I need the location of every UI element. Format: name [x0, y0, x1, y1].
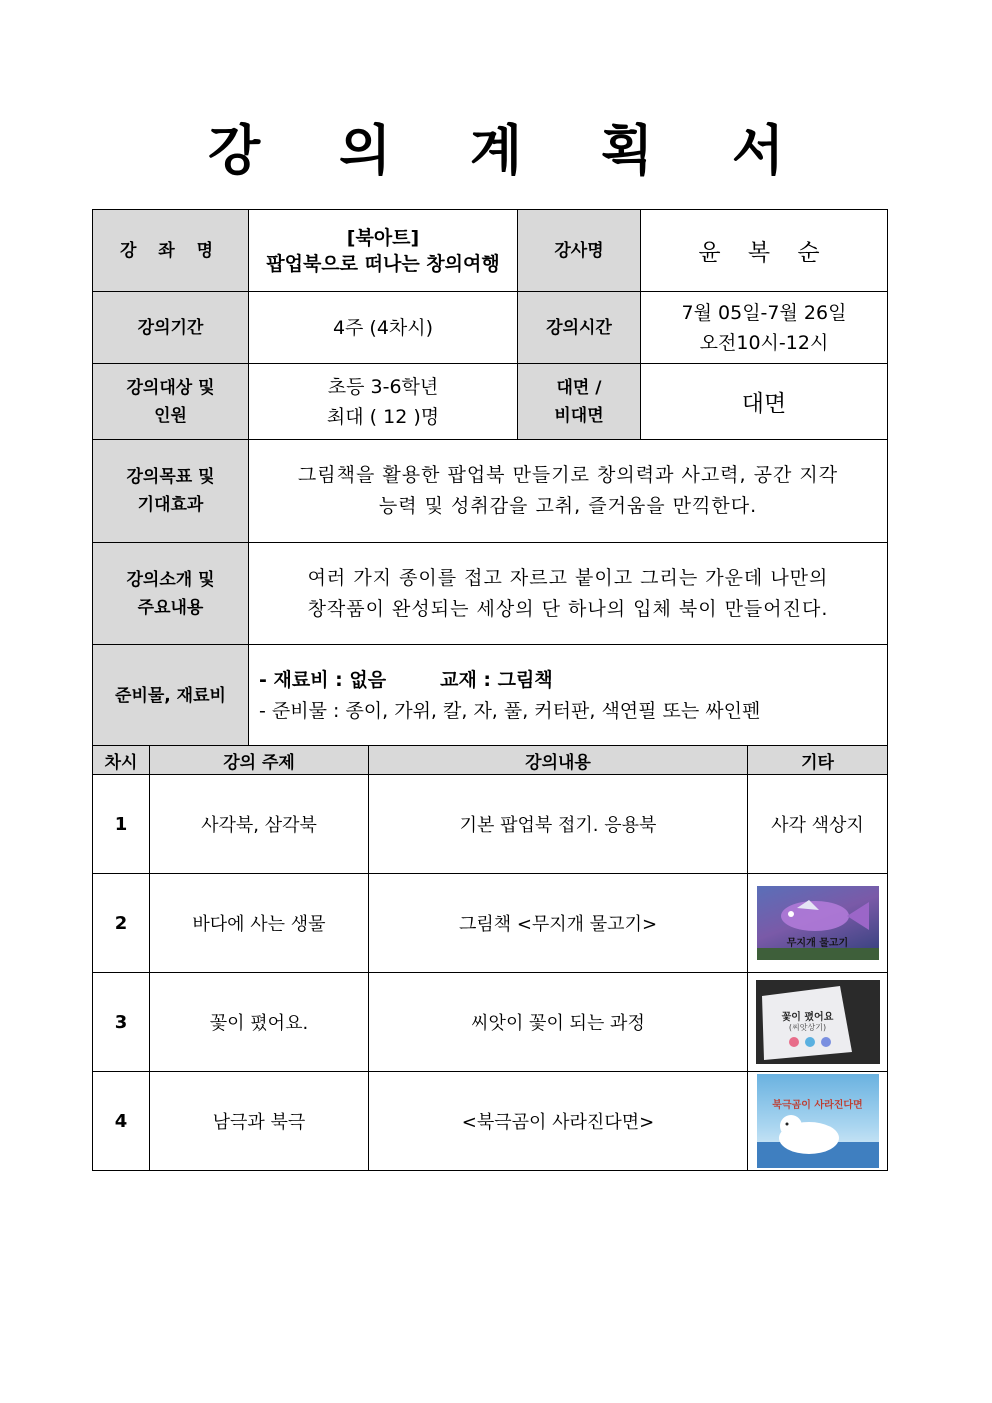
session-etc [748, 1072, 888, 1171]
session-topic: 사각북, 삼각북 [150, 775, 369, 874]
target-label-line2: 인원 [154, 405, 187, 426]
session-topic: 꽃이 폈어요. [150, 973, 369, 1072]
flower-book-subtitle: (씨앗상기) [788, 1023, 827, 1032]
mode-label-line2: 비대면 [554, 405, 604, 426]
document-title: 강 의 계 획 서 [207, 119, 815, 182]
course-info-table [92, 209, 888, 747]
session-content: 그림책 <무지개 물고기> [369, 874, 748, 973]
polar-bear-cover-image [757, 1074, 879, 1168]
intro-label-line2: 주요내용 [137, 597, 204, 618]
prep-items: - 준비물 : 종이, 가위, 칼, 자, 풀, 커터판, 색연필 또는 싸인펜 [259, 699, 761, 722]
course-name-label: 강 좌 명 [93, 210, 249, 292]
session-number: 3 [93, 973, 150, 1072]
rainbow-fish-cover-title: 무지개 물고기 [786, 938, 849, 949]
mode-value: 대면 [641, 364, 888, 440]
course-name [249, 210, 518, 292]
prep-fee-line [259, 665, 887, 696]
target-label-line1: 강의대상 및 [126, 377, 215, 398]
flower-book-photo [756, 980, 880, 1064]
session-topic: 남극과 북극 [150, 1072, 369, 1171]
intro-line2: 창작품이 완성되는 세상의 단 하나의 입체 북이 만들어진다. [307, 597, 829, 620]
session-etc: 사각 색상지 [748, 775, 888, 874]
mode-label-line1: 대면 / [556, 377, 602, 398]
mode-label [518, 364, 641, 440]
target-label [93, 364, 249, 440]
goal-line1: 그림책을 활용한 팝업북 만들기로 창의력과 사고력, 공간 지각 [297, 464, 839, 486]
course-name-line1: [북아트] [346, 226, 420, 249]
intro-label-line1: 강의소개 및 [126, 569, 215, 590]
header-topic: 강의 주제 [150, 746, 369, 775]
instructor-label: 강사명 [518, 210, 641, 292]
time-label: 강의시간 [518, 292, 641, 364]
goal-value [249, 440, 888, 543]
time-value [641, 292, 888, 364]
intro-line1: 여러 가지 종이를 접고 자르고 붙이고 그리는 가운데 나만의 [307, 566, 829, 589]
table-row [93, 874, 888, 973]
time-dates: 7월 05일-7월 26일 [681, 301, 847, 324]
prep-fee: - 재료비 : 없음 [259, 668, 387, 691]
flower-book-title: 꽃이 폈어요 [781, 1012, 834, 1023]
goal-label-line2: 기대효과 [137, 495, 204, 515]
header-session: 차시 [93, 746, 150, 775]
session-number: 1 [93, 775, 150, 874]
header-content: 강의내용 [369, 746, 748, 775]
intro-value [249, 543, 888, 645]
goal-line2: 능력 및 성취감을 고취, 즐거움을 만끽한다. [378, 495, 758, 517]
session-content: <북극곰이 사라진다면> [369, 1072, 748, 1171]
rainbow-fish-cover-image [757, 886, 879, 960]
session-content: 씨앗이 꽃이 되는 과정 [369, 973, 748, 1072]
prep-textbook: 교재 : 그림책 [440, 668, 553, 691]
session-etc [748, 874, 888, 973]
course-name-line2: 팝업북으로 떠나는 창의여행 [266, 252, 500, 275]
table-row [93, 775, 888, 874]
instructor-name: 윤 복 순 [641, 210, 888, 292]
goal-label-line1: 강의목표 및 [126, 467, 215, 487]
period-label: 강의기간 [93, 292, 249, 364]
table-row [93, 973, 888, 1072]
prep-label: 준비물, 재료비 [93, 645, 249, 747]
prep-value [249, 645, 888, 747]
target-value [249, 364, 518, 440]
target-grade: 초등 3-6학년 [327, 375, 439, 398]
table-row [93, 1072, 888, 1171]
target-capacity: 최대 ( 12 )명 [326, 405, 440, 428]
session-number: 2 [93, 874, 150, 973]
session-content: 기본 팝업북 접기. 응용북 [369, 775, 748, 874]
session-topic: 바다에 사는 생물 [150, 874, 369, 973]
session-etc [748, 973, 888, 1072]
goal-label [93, 440, 249, 543]
session-number: 4 [93, 1072, 150, 1171]
polar-bear-cover-title: 북극곰이 사라진다면 [772, 1100, 863, 1111]
intro-label [93, 543, 249, 645]
schedule-table [92, 745, 888, 1171]
header-etc: 기타 [748, 746, 888, 775]
time-hours: 오전10시-12시 [699, 331, 829, 354]
period-value: 4주 (4차시) [249, 292, 518, 364]
